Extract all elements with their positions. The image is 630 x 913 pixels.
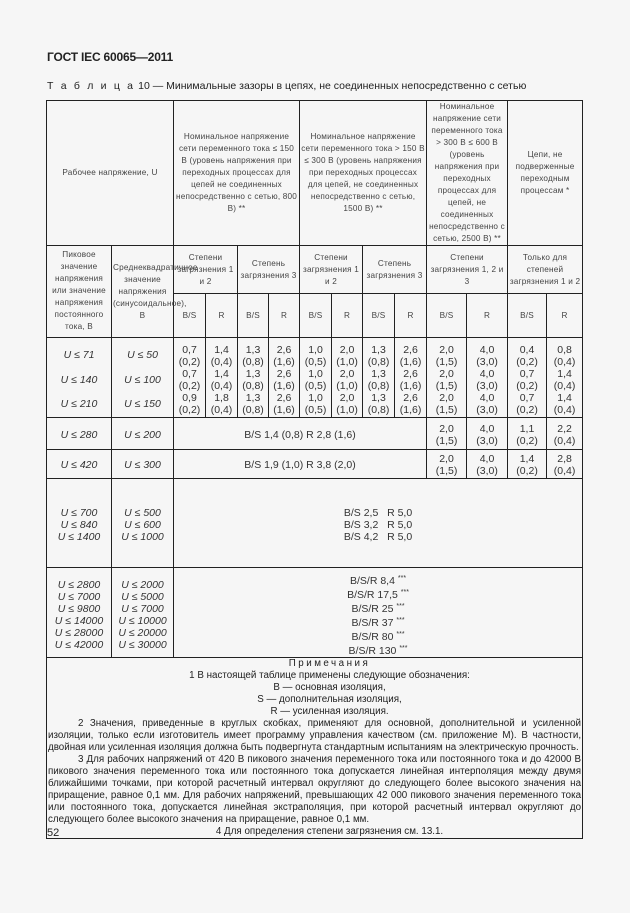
note-1-b: В — основная изоляция, bbox=[273, 682, 386, 693]
peak-cell: U ≤ 700 U ≤ 840 U ≤ 1400 bbox=[47, 479, 112, 568]
header-r: R bbox=[395, 294, 427, 338]
table-notes-row bbox=[47, 658, 583, 839]
value-cell: 0,7 (0,2) 0,7 (0,2) 0,9 (0,2) bbox=[174, 338, 206, 418]
value-cell: 0,8 (0,4) 1,4 (0,4) 1,4 (0,4) bbox=[547, 338, 583, 418]
note-1-s: S — дополнительная изоляция, bbox=[257, 694, 402, 705]
header-row-2 bbox=[47, 246, 583, 294]
peak-cell: U ≤ 420 bbox=[47, 450, 112, 479]
rms-cell: U ≤ 200 bbox=[112, 418, 174, 450]
value-cell: 2,8 (0,4) bbox=[547, 450, 583, 479]
peak-cell: U ≤ 280 bbox=[47, 418, 112, 450]
table-caption bbox=[47, 80, 526, 92]
header-bs: B/S bbox=[300, 294, 332, 338]
header-r: R bbox=[332, 294, 363, 338]
peak-cell: U ≤ 71 U ≤ 140 U ≤ 210 bbox=[47, 338, 112, 418]
table-row-low-voltage bbox=[47, 338, 583, 418]
header-group-600v: Номинальное напряжение сети переменного тока > 300 В ≤ 600 В (уровень напряжения при переходных процессах для цепей, не соединенных непосредственно с сетью, 2500 В) ** bbox=[427, 101, 508, 246]
value-cell: 2,2 (0,4) bbox=[547, 418, 583, 450]
value-cell: 2,0 (1,5) bbox=[427, 450, 467, 479]
note-4: 4 Для определения степени загрязнения см. 13.1. bbox=[215, 826, 444, 837]
rms-cell: U ≤ 300 bbox=[112, 450, 174, 479]
peak-cell: U ≤ 2800 U ≤ 7000 U ≤ 9800 U ≤ 14000 U ≤ 28000 U ≤ 42000 bbox=[47, 568, 112, 658]
header-group-no-transients: Цепи, не подверженные переходным процессам * bbox=[508, 101, 583, 246]
header-peak-voltage: Пиковое значение напряжения или значение напряжения постоянного тока, В bbox=[47, 246, 112, 338]
value-cell: 4,0 (3,0) bbox=[467, 418, 508, 450]
table-row-mid-voltage bbox=[47, 479, 583, 568]
value-cell: 1,1 (0,2) bbox=[508, 418, 547, 450]
header-group-150v: Номинальное напряжение сети переменного тока ≤ 150 В (уровень напряжения при переходных процессах для цепей не соединенных непосредственно с сетью, 800 В) ** bbox=[174, 101, 300, 246]
value-cell: 2,6 (1,6) 2,6 (1,6) 2,6 (1,6) bbox=[395, 338, 427, 418]
header-bs: B/S bbox=[427, 294, 467, 338]
rms-cell: U ≤ 2000 U ≤ 5000 U ≤ 7000 U ≤ 10000 U ≤ 20000 U ≤ 30000 bbox=[112, 568, 174, 658]
header-pd12-only-g4: Только для степеней загрязнения 1 и 2 bbox=[508, 246, 583, 294]
header-bs: B/S bbox=[238, 294, 269, 338]
header-pd3-g1: Степень загрязнения 3 bbox=[238, 246, 300, 294]
value-cell: 0,4 (0,2) 0,7 (0,2) 0,7 (0,2) bbox=[508, 338, 547, 418]
header-pd12-g2: Степени загрязнения 1 и 2 bbox=[300, 246, 363, 294]
rms-cell: U ≤ 50 U ≤ 100 U ≤ 150 bbox=[112, 338, 174, 418]
header-pd123-g3: Степени загрязнения 1, 2 и 3 bbox=[427, 246, 508, 294]
header-rms-voltage: Среднеквадратичное значение напряжения (синусоидальное), В bbox=[112, 246, 174, 338]
header-bs: B/S bbox=[508, 294, 547, 338]
note-3: 3 Для рабочих напряжений от 420 В пикового значения переменного тока или постоянного тока и до 42000 В пикового значения переменного тока или постоянного тока допускается линейная интерполяция между двумя ближайшими точками, при которой расчетный интервал округляют до следующего более высокого значения на приращение, равное 0,1 мм. Для рабочих напряжений, превышающих 42 000 пикового значения переменного тока или постоянного тока, допускается линейная экстраполяция, при которой расчетный интервал округляют до следующего более высокого значения на приращение, равное 0,1 мм. bbox=[48, 754, 582, 825]
note-1-r: R — усиленная изоляция. bbox=[270, 706, 389, 717]
value-cell: 1,4 (0,2) bbox=[508, 450, 547, 479]
merged-value-cell: B/S 1,9 (1,0) R 3,8 (2,0) bbox=[174, 450, 427, 479]
table-row-420 bbox=[47, 450, 583, 479]
value-cell: 4,0 (3,0) bbox=[467, 450, 508, 479]
notes-title: Примечания bbox=[288, 658, 371, 669]
header-group-300v: Номинальное напряжение сети переменного тока > 150 В ≤ 300 В (уровень напряжения при переходных процессах для цепей, не соединенных непосредственно с сетью, 1500 В) ** bbox=[300, 101, 427, 246]
merged-value-cell: B/S/R 8,4 *** B/S/R 17,5 *** B/S/R 25 *** B/S/R 37 *** B/S/R 80 *** B/S/R 130 *** bbox=[174, 568, 583, 658]
document-header: ГОСТ IEC 60065—2011 bbox=[47, 50, 173, 64]
header-pd12-g1: Степени загрязнения 1 и 2 bbox=[174, 246, 238, 294]
header-r: R bbox=[467, 294, 508, 338]
header-r: R bbox=[269, 294, 300, 338]
value-cell: 1,4 (0,4) 1,4 (0,4) 1,8 (0,4) bbox=[206, 338, 238, 418]
value-cell: 1,3 (0,8) 1,3 (0,8) 1,3 (0,8) bbox=[238, 338, 269, 418]
value-cell: 1,0 (0,5) 1,0 (0,5) 1,0 (0,5) bbox=[300, 338, 332, 418]
value-cell: 1,3 (0,8) 1,3 (0,8) 1,3 (0,8) bbox=[363, 338, 395, 418]
clearance-table bbox=[46, 100, 583, 839]
header-row-1 bbox=[47, 101, 583, 246]
header-pd3-g2: Степень загрязнения 3 bbox=[363, 246, 427, 294]
header-working-voltage: Рабочее напряжение, U bbox=[47, 101, 174, 246]
note-2: 2 Значения, приведенные в круглых скобках, применяют для основной, дополнительной и усиленной изоляции, только если изготовитель имеет программу управления качеством (см. приложение М). В частности, двойная или усиленная изоляция должна быть подвергнута стандартным испытаниям на электрическую прочность. bbox=[48, 718, 582, 753]
page-number: 52 bbox=[47, 827, 60, 839]
value-cell: 2,0 (1,5) 2,0 (1,5) 2,0 (1,5) bbox=[427, 338, 467, 418]
header-bs: B/S bbox=[363, 294, 395, 338]
merged-value-cell: B/S 1,4 (0,8) R 2,8 (1,6) bbox=[174, 418, 427, 450]
rms-cell: U ≤ 500 U ≤ 600 U ≤ 1000 bbox=[112, 479, 174, 568]
note-1: 1 В настоящей таблице применены следующие обозначения: bbox=[189, 670, 470, 681]
value-cell: 2,6 (1,6) 2,6 (1,6) 2,6 (1,6) bbox=[269, 338, 300, 418]
value-cell: 2,0 (1,5) bbox=[427, 418, 467, 450]
table-row-280 bbox=[47, 418, 583, 450]
header-bs: B/S bbox=[174, 294, 206, 338]
caption-text: 10 — Минимальные зазоры в цепях, не соединенных непосредственно с сетью bbox=[135, 80, 527, 92]
header-r: R bbox=[206, 294, 238, 338]
caption-prefix: Т а б л и ц а bbox=[47, 80, 136, 92]
merged-value-cell: B/S 2,5 R 5,0 B/S 3,2 R 5,0 B/S 4,2 R 5,0 bbox=[174, 479, 583, 568]
value-cell: 4,0 (3,0) 4,0 (3,0) 4,0 (3,0) bbox=[467, 338, 508, 418]
header-r: R bbox=[547, 294, 583, 338]
table-row-high-voltage bbox=[47, 568, 583, 658]
notes-cell bbox=[47, 658, 583, 839]
value-cell: 2,0 (1,0) 2,0 (1,0) 2,0 (1,0) bbox=[332, 338, 363, 418]
